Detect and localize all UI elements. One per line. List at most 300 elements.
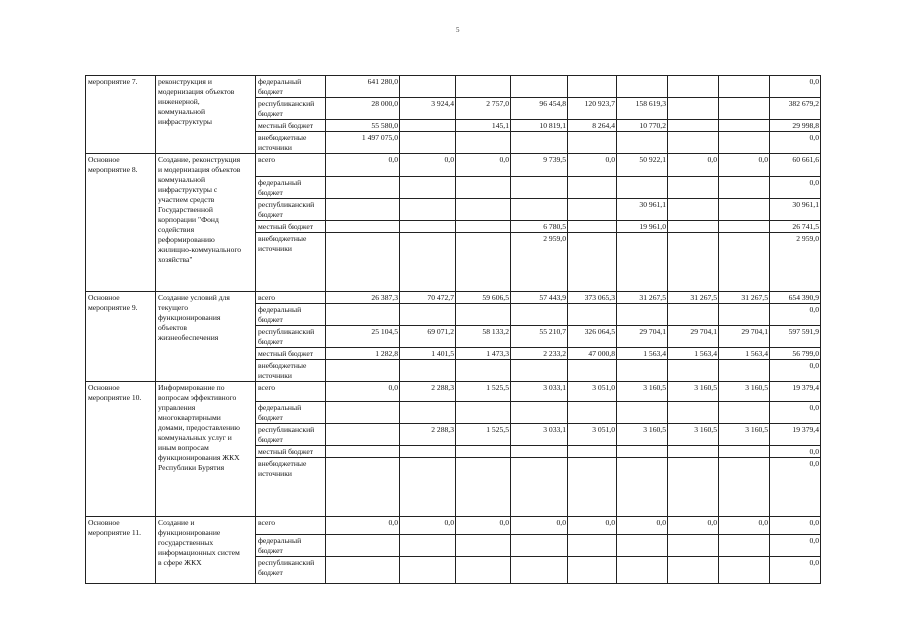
value-cell bbox=[400, 76, 456, 98]
value-cell bbox=[511, 402, 568, 424]
value-cell bbox=[326, 446, 400, 458]
event-name-line: мероприятие 8. bbox=[88, 165, 138, 174]
value-cell bbox=[668, 120, 719, 132]
event-name-line: мероприятие 7. bbox=[88, 77, 138, 86]
total-cell: 382 679,2 bbox=[770, 98, 821, 120]
value-cell bbox=[668, 458, 719, 517]
value-cell: 1 525,5 bbox=[456, 382, 511, 402]
description-line: функционирования bbox=[158, 313, 221, 322]
value-cell: 50 922,1 bbox=[617, 154, 668, 177]
value-cell: 1 497 075,0 bbox=[326, 132, 400, 154]
value-cell bbox=[668, 221, 719, 233]
description-line: информационных систем bbox=[158, 548, 240, 557]
total-cell: 0,0 bbox=[770, 402, 821, 424]
value-cell bbox=[456, 177, 511, 199]
value-cell bbox=[719, 557, 770, 584]
value-cell bbox=[326, 557, 400, 584]
budget-source-line: местный бюджет bbox=[258, 349, 314, 358]
value-cell bbox=[617, 304, 668, 326]
value-cell: 0,0 bbox=[400, 517, 456, 535]
budget-source-cell bbox=[256, 304, 326, 326]
value-cell: 10 819,1 bbox=[511, 120, 568, 132]
budget-source-line: всего bbox=[258, 383, 276, 392]
value-cell: 1 563,4 bbox=[668, 348, 719, 360]
budget-source-cell bbox=[256, 120, 326, 132]
value-cell bbox=[719, 221, 770, 233]
value-cell bbox=[568, 360, 617, 382]
description-line: многоквартирными bbox=[158, 413, 221, 422]
value-cell bbox=[400, 221, 456, 233]
value-cell: 30 961,1 bbox=[617, 199, 668, 221]
budget-source-line: внебюджетные bbox=[258, 459, 307, 468]
value-cell: 69 071,2 bbox=[400, 326, 456, 348]
description-line: Государственной bbox=[158, 205, 213, 214]
value-cell bbox=[719, 177, 770, 199]
value-cell: 70 472,7 bbox=[400, 292, 456, 304]
value-cell bbox=[511, 557, 568, 584]
page-number: 5 bbox=[456, 26, 460, 34]
event-name-line: мероприятие 9. bbox=[88, 303, 138, 312]
budget-source-cell bbox=[256, 76, 326, 98]
value-cell bbox=[668, 98, 719, 120]
description-cell bbox=[156, 292, 256, 382]
total-cell: 19 379,4 bbox=[770, 382, 821, 402]
total-cell: 0,0 bbox=[770, 132, 821, 154]
total-cell: 29 998,8 bbox=[770, 120, 821, 132]
value-cell: 57 443,9 bbox=[511, 292, 568, 304]
value-cell bbox=[668, 304, 719, 326]
value-cell: 3 051,0 bbox=[568, 424, 617, 446]
description-line: домами, предоставлению bbox=[158, 423, 240, 432]
description-line: Создание и bbox=[158, 518, 195, 527]
value-cell bbox=[326, 199, 400, 221]
description-line: Республики Бурятия bbox=[158, 463, 225, 472]
budget-source-line: всего bbox=[258, 293, 276, 302]
budget-source-cell bbox=[256, 535, 326, 557]
value-cell: 0,0 bbox=[568, 517, 617, 535]
value-cell: 2 288,3 bbox=[400, 382, 456, 402]
value-cell: 10 770,2 bbox=[617, 120, 668, 132]
value-cell: 25 104,5 bbox=[326, 326, 400, 348]
description-line: корпорации "Фонд bbox=[158, 215, 219, 224]
total-cell: 2 959,0 bbox=[770, 233, 821, 292]
event-name-line: Основное bbox=[88, 518, 120, 527]
value-cell bbox=[668, 446, 719, 458]
value-cell bbox=[668, 402, 719, 424]
description-line: участием средств bbox=[158, 195, 215, 204]
value-cell: 26 387,3 bbox=[326, 292, 400, 304]
value-cell bbox=[617, 76, 668, 98]
value-cell: 0,0 bbox=[326, 382, 400, 402]
value-cell: 2 288,3 bbox=[400, 424, 456, 446]
budget-source-line: местный бюджет bbox=[258, 222, 314, 231]
value-cell bbox=[511, 535, 568, 557]
value-cell bbox=[568, 177, 617, 199]
description-line: Информирование по bbox=[158, 383, 225, 392]
budget-source-cell bbox=[256, 360, 326, 382]
budget-source-line: внебюджетные bbox=[258, 133, 307, 142]
value-cell bbox=[400, 233, 456, 292]
value-cell: 0,0 bbox=[719, 517, 770, 535]
description-line: и модернизация объектов bbox=[158, 165, 241, 174]
value-cell: 8 264,4 bbox=[568, 120, 617, 132]
budget-source-line: бюджет bbox=[258, 337, 283, 346]
budget-source-line: федеральный bbox=[258, 178, 302, 187]
value-cell bbox=[617, 360, 668, 382]
value-cell bbox=[719, 446, 770, 458]
budget-source-line: бюджет bbox=[258, 315, 283, 324]
value-cell bbox=[668, 233, 719, 292]
value-cell bbox=[511, 304, 568, 326]
total-cell: 0,0 bbox=[770, 557, 821, 584]
value-cell bbox=[326, 221, 400, 233]
value-cell: 0,0 bbox=[719, 154, 770, 177]
budget-source-line: внебюджетные bbox=[258, 234, 307, 243]
value-cell bbox=[568, 458, 617, 517]
value-cell bbox=[400, 360, 456, 382]
value-cell bbox=[456, 221, 511, 233]
value-cell bbox=[719, 402, 770, 424]
budget-source-line: источники bbox=[258, 244, 292, 253]
budget-source-line: всего bbox=[258, 155, 276, 164]
budget-source-line: федеральный bbox=[258, 305, 302, 314]
value-cell bbox=[456, 132, 511, 154]
value-cell bbox=[617, 535, 668, 557]
budget-source-cell bbox=[256, 98, 326, 120]
value-cell bbox=[668, 76, 719, 98]
budget-source-cell bbox=[256, 233, 326, 292]
value-cell bbox=[568, 304, 617, 326]
value-cell bbox=[719, 233, 770, 292]
total-cell: 56 799,0 bbox=[770, 348, 821, 360]
value-cell: 1 563,4 bbox=[617, 348, 668, 360]
value-cell bbox=[326, 424, 400, 446]
value-cell: 0,0 bbox=[400, 154, 456, 177]
budget-source-cell bbox=[256, 446, 326, 458]
budget-source-cell bbox=[256, 348, 326, 360]
total-cell: 654 390,9 bbox=[770, 292, 821, 304]
value-cell bbox=[568, 402, 617, 424]
value-cell: 96 454,8 bbox=[511, 98, 568, 120]
budget-source-cell bbox=[256, 326, 326, 348]
budget-source-cell bbox=[256, 177, 326, 199]
value-cell bbox=[326, 360, 400, 382]
table-row bbox=[86, 382, 821, 402]
value-cell bbox=[456, 535, 511, 557]
value-cell bbox=[400, 304, 456, 326]
value-cell bbox=[668, 557, 719, 584]
event-cell bbox=[86, 382, 156, 517]
description-line: коммунальной bbox=[158, 107, 206, 116]
value-cell bbox=[400, 177, 456, 199]
budget-source-line: федеральный bbox=[258, 536, 302, 545]
event-name-line: Основное bbox=[88, 293, 120, 302]
description-line: реформированию bbox=[158, 235, 215, 244]
description-line: функционирования ЖКХ bbox=[158, 453, 240, 462]
budget-source-cell bbox=[256, 424, 326, 446]
total-cell: 0,0 bbox=[770, 177, 821, 199]
budget-source-line: республиканский bbox=[258, 425, 315, 434]
value-cell bbox=[400, 402, 456, 424]
value-cell bbox=[719, 458, 770, 517]
budget-source-line: республиканский bbox=[258, 99, 315, 108]
description-line: в сфере ЖКХ bbox=[158, 558, 202, 567]
value-cell bbox=[456, 76, 511, 98]
description-line: коммунальной bbox=[158, 175, 206, 184]
value-cell bbox=[617, 557, 668, 584]
budget-source-cell bbox=[256, 382, 326, 402]
event-cell bbox=[86, 76, 156, 154]
total-cell: 26 741,5 bbox=[770, 221, 821, 233]
total-cell: 60 661,6 bbox=[770, 154, 821, 177]
event-cell bbox=[86, 517, 156, 584]
value-cell bbox=[617, 233, 668, 292]
table-row bbox=[86, 154, 821, 177]
value-cell: 3 160,5 bbox=[668, 382, 719, 402]
value-cell bbox=[668, 360, 719, 382]
value-cell bbox=[568, 557, 617, 584]
value-cell: 3 160,5 bbox=[617, 382, 668, 402]
value-cell: 31 267,5 bbox=[719, 292, 770, 304]
description-cell bbox=[156, 154, 256, 292]
value-cell bbox=[456, 458, 511, 517]
value-cell: 120 923,7 bbox=[568, 98, 617, 120]
value-cell: 3 033,1 bbox=[511, 382, 568, 402]
value-cell: 47 000,8 bbox=[568, 348, 617, 360]
budget-source-line: бюджет bbox=[258, 210, 283, 219]
value-cell bbox=[568, 535, 617, 557]
description-line: инженерной, bbox=[158, 97, 200, 106]
event-name-line: Основное bbox=[88, 155, 120, 164]
description-line: инфраструктуры с bbox=[158, 185, 218, 194]
value-cell bbox=[617, 132, 668, 154]
value-cell: 3 051,0 bbox=[568, 382, 617, 402]
value-cell: 9 739,5 bbox=[511, 154, 568, 177]
budget-source-line: бюджет bbox=[258, 87, 283, 96]
value-cell bbox=[400, 557, 456, 584]
value-cell bbox=[456, 557, 511, 584]
value-cell bbox=[326, 233, 400, 292]
total-cell: 0,0 bbox=[770, 360, 821, 382]
budget-source-line: бюджет bbox=[258, 188, 283, 197]
budget-source-line: бюджет bbox=[258, 546, 283, 555]
value-cell bbox=[568, 233, 617, 292]
value-cell: 3 160,5 bbox=[719, 382, 770, 402]
value-cell: 641 280,0 bbox=[326, 76, 400, 98]
value-cell: 31 267,5 bbox=[668, 292, 719, 304]
description-line: жилищно-коммунального bbox=[158, 245, 242, 254]
description-line: модернизация объектов bbox=[158, 87, 235, 96]
value-cell bbox=[719, 98, 770, 120]
value-cell bbox=[719, 132, 770, 154]
budget-source-line: бюджет bbox=[258, 435, 283, 444]
value-cell: 58 133,2 bbox=[456, 326, 511, 348]
value-cell bbox=[568, 221, 617, 233]
value-cell: 3 033,1 bbox=[511, 424, 568, 446]
value-cell: 0,0 bbox=[456, 517, 511, 535]
budget-source-line: местный бюджет bbox=[258, 121, 314, 130]
value-cell: 3 160,5 bbox=[617, 424, 668, 446]
description-line: объектов bbox=[158, 323, 187, 332]
description-line: вопросам эффективного bbox=[158, 393, 237, 402]
value-cell bbox=[511, 446, 568, 458]
value-cell: 3 924,4 bbox=[400, 98, 456, 120]
value-cell: 2 757,0 bbox=[456, 98, 511, 120]
value-cell: 55 580,0 bbox=[326, 120, 400, 132]
value-cell bbox=[400, 132, 456, 154]
table-body bbox=[86, 76, 821, 584]
value-cell bbox=[326, 177, 400, 199]
event-name-line: мероприятие 10. bbox=[88, 393, 142, 402]
budget-source-line: федеральный bbox=[258, 77, 302, 86]
budget-source-line: республиканский bbox=[258, 327, 315, 336]
description-line: инфраструктуры bbox=[158, 117, 212, 126]
value-cell bbox=[456, 199, 511, 221]
value-cell: 59 606,5 bbox=[456, 292, 511, 304]
budget-source-cell bbox=[256, 199, 326, 221]
budget-source-line: источники bbox=[258, 469, 292, 478]
description-line: государственных bbox=[158, 538, 214, 547]
value-cell bbox=[719, 304, 770, 326]
value-cell bbox=[568, 132, 617, 154]
description-cell bbox=[156, 76, 256, 154]
value-cell: 0,0 bbox=[326, 517, 400, 535]
value-cell: 1 401,5 bbox=[400, 348, 456, 360]
value-cell: 0,0 bbox=[326, 154, 400, 177]
value-cell bbox=[511, 76, 568, 98]
value-cell bbox=[668, 132, 719, 154]
total-cell: 0,0 bbox=[770, 535, 821, 557]
budget-source-line: республиканский bbox=[258, 200, 315, 209]
total-cell: 0,0 bbox=[770, 458, 821, 517]
value-cell bbox=[400, 535, 456, 557]
value-cell bbox=[511, 458, 568, 517]
value-cell bbox=[719, 76, 770, 98]
event-name-line: Основное bbox=[88, 383, 120, 392]
budget-source-line: источники bbox=[258, 143, 292, 152]
budget-source-line: бюджет bbox=[258, 413, 283, 422]
value-cell: 145,1 bbox=[456, 120, 511, 132]
description-cell bbox=[156, 382, 256, 517]
description-cell bbox=[156, 517, 256, 584]
value-cell bbox=[456, 446, 511, 458]
total-cell: 0,0 bbox=[770, 76, 821, 98]
description-line: текущего bbox=[158, 303, 189, 312]
value-cell bbox=[511, 360, 568, 382]
description-line: содействия bbox=[158, 225, 195, 234]
value-cell bbox=[400, 458, 456, 517]
budget-source-line: внебюджетные bbox=[258, 361, 307, 370]
budget-source-cell bbox=[256, 557, 326, 584]
event-cell bbox=[86, 292, 156, 382]
event-name-line: мероприятие 11. bbox=[88, 528, 142, 537]
value-cell bbox=[568, 76, 617, 98]
value-cell bbox=[456, 233, 511, 292]
description-line: Создание, реконструкция bbox=[158, 155, 241, 164]
value-cell bbox=[617, 446, 668, 458]
budget-source-cell bbox=[256, 402, 326, 424]
budget-source-cell bbox=[256, 517, 326, 535]
value-cell bbox=[511, 177, 568, 199]
value-cell bbox=[668, 199, 719, 221]
description-line: хозяйства" bbox=[158, 255, 193, 264]
value-cell: 158 619,3 bbox=[617, 98, 668, 120]
value-cell: 373 065,3 bbox=[568, 292, 617, 304]
value-cell: 31 267,5 bbox=[617, 292, 668, 304]
value-cell: 1 563,4 bbox=[719, 348, 770, 360]
value-cell bbox=[400, 199, 456, 221]
total-cell: 19 379,4 bbox=[770, 424, 821, 446]
value-cell bbox=[326, 458, 400, 517]
value-cell: 3 160,5 bbox=[668, 424, 719, 446]
value-cell: 19 961,0 bbox=[617, 221, 668, 233]
value-cell bbox=[668, 535, 719, 557]
value-cell bbox=[719, 535, 770, 557]
total-cell: 0,0 bbox=[770, 304, 821, 326]
value-cell bbox=[326, 535, 400, 557]
budget-source-cell bbox=[256, 132, 326, 154]
budget-source-cell bbox=[256, 154, 326, 177]
value-cell bbox=[617, 402, 668, 424]
budget-source-cell bbox=[256, 221, 326, 233]
value-cell bbox=[400, 446, 456, 458]
budget-source-line: бюджет bbox=[258, 568, 283, 577]
value-cell bbox=[326, 304, 400, 326]
description-line: жизнеобеспечения bbox=[158, 333, 219, 342]
value-cell: 0,0 bbox=[668, 517, 719, 535]
table-row bbox=[86, 76, 821, 98]
value-cell: 0,0 bbox=[668, 154, 719, 177]
budget-source-line: бюджет bbox=[258, 109, 283, 118]
value-cell bbox=[719, 120, 770, 132]
value-cell: 0,0 bbox=[456, 154, 511, 177]
budget-table bbox=[85, 75, 821, 584]
total-cell: 30 961,1 bbox=[770, 199, 821, 221]
table-row bbox=[86, 292, 821, 304]
value-cell: 1 525,5 bbox=[456, 424, 511, 446]
value-cell: 1 282,8 bbox=[326, 348, 400, 360]
value-cell: 2 233,2 bbox=[511, 348, 568, 360]
value-cell bbox=[456, 360, 511, 382]
value-cell bbox=[568, 199, 617, 221]
description-line: функционирование bbox=[158, 528, 221, 537]
value-cell bbox=[326, 402, 400, 424]
budget-source-cell bbox=[256, 458, 326, 517]
value-cell bbox=[617, 458, 668, 517]
description-line: иным вопросам bbox=[158, 443, 209, 452]
total-cell: 597 591,9 bbox=[770, 326, 821, 348]
budget-source-line: республиканский bbox=[258, 558, 315, 567]
budget-source-line: федеральный bbox=[258, 403, 302, 412]
event-cell bbox=[86, 154, 156, 292]
budget-source-line: источники bbox=[258, 371, 292, 380]
description-line: коммунальных услуг и bbox=[158, 433, 232, 442]
value-cell bbox=[456, 402, 511, 424]
value-cell: 55 210,7 bbox=[511, 326, 568, 348]
value-cell bbox=[617, 177, 668, 199]
table-row bbox=[86, 517, 821, 535]
value-cell bbox=[568, 446, 617, 458]
budget-source-line: всего bbox=[258, 518, 276, 527]
value-cell bbox=[668, 177, 719, 199]
value-cell bbox=[511, 132, 568, 154]
description-line: Создание условий для bbox=[158, 293, 230, 302]
value-cell: 29 704,1 bbox=[617, 326, 668, 348]
value-cell bbox=[719, 199, 770, 221]
value-cell: 326 064,5 bbox=[568, 326, 617, 348]
budget-source-line: местный бюджет bbox=[258, 447, 314, 456]
budget-source-cell bbox=[256, 292, 326, 304]
